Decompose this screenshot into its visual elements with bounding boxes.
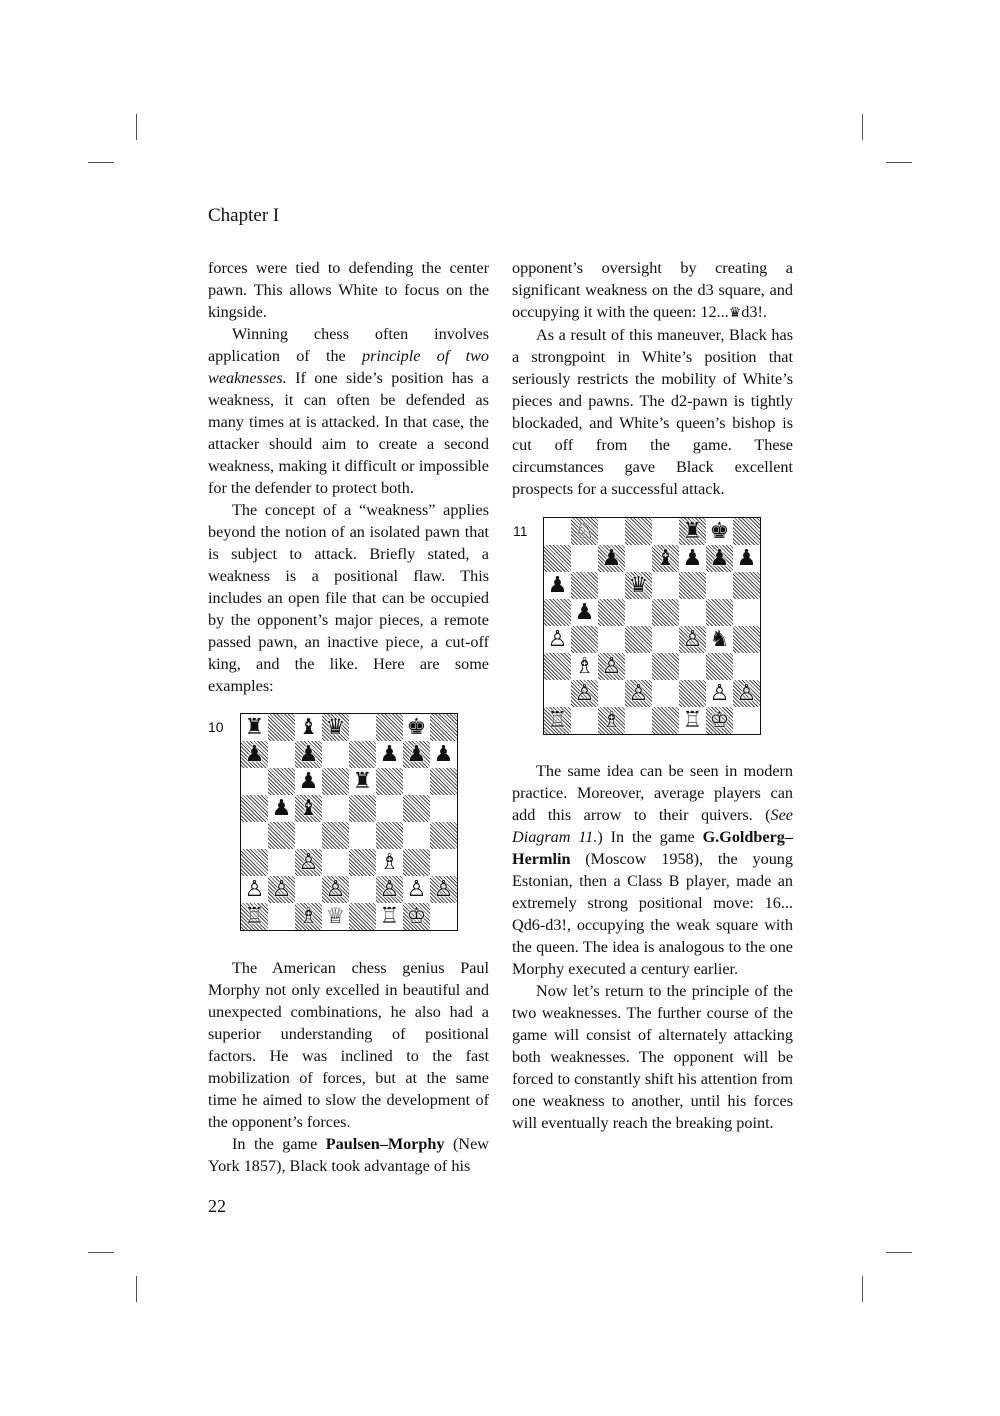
paragraph: As a result of this maneuver, Black has a strongpoint in White’s position that seriously restricts the mobility of White’s pieces and pawns. The d2-pawn is tightly blockaded, and White’s queen’s bishop is cut off from the game. These circumstances gave Black excellent prospects for a successful attack. <box>512 326 793 498</box>
board-square <box>544 626 571 653</box>
board-square <box>430 741 457 768</box>
black-pawn-icon: ♟ <box>682 545 703 571</box>
white-pawn-icon: ♙ <box>736 680 757 706</box>
paragraph: The concept of a “weakness” applies beyond the notion of an isolated pawn that is subject to attack. Briefly stated, a weakness is a positional flaw. This includes an open file that can be occupied by the opponent’s major pieces, a remote passed pawn, an inactive piece, a cut-off king, and the like. Here are some examples: <box>208 501 489 695</box>
black-bishop-icon: ♝ <box>298 795 319 821</box>
board-square <box>733 599 760 626</box>
board-square <box>598 572 625 599</box>
board-square <box>430 795 457 822</box>
board-square <box>430 903 457 930</box>
board-square <box>295 822 322 849</box>
board-square <box>322 795 349 822</box>
board-square <box>268 849 295 876</box>
black-pawn-icon: ♟ <box>244 741 265 767</box>
board-square <box>652 572 679 599</box>
board-square <box>652 707 679 734</box>
board-square <box>679 626 706 653</box>
board-square <box>652 626 679 653</box>
black-pawn-icon: ♟ <box>271 795 292 821</box>
board-square <box>403 768 430 795</box>
chess-board <box>543 517 761 735</box>
crop-mark <box>886 162 912 163</box>
board-square <box>544 680 571 707</box>
board-square <box>544 572 571 599</box>
board-square <box>679 707 706 734</box>
board-square <box>544 707 571 734</box>
board-square <box>544 653 571 680</box>
board-square <box>241 876 268 903</box>
board-square <box>733 518 760 545</box>
board-square <box>706 707 733 734</box>
board-square <box>679 572 706 599</box>
paragraph: forces were tied to defending the center pawn. This allows White to focus on the kingside. <box>208 259 489 321</box>
board-square <box>598 653 625 680</box>
paragraph: In the game Paulsen–Morphy (New York 1857), Black took advantage of his <box>208 1135 489 1175</box>
board-square <box>679 518 706 545</box>
board-square <box>268 795 295 822</box>
board-square <box>544 518 571 545</box>
board-square <box>241 795 268 822</box>
board-square <box>571 572 598 599</box>
board-square <box>733 626 760 653</box>
board-square <box>403 903 430 930</box>
board-square <box>706 572 733 599</box>
board-square <box>322 714 349 741</box>
board-square <box>652 518 679 545</box>
board-square <box>349 876 376 903</box>
board-square <box>403 714 430 741</box>
board-square <box>349 714 376 741</box>
board-square <box>706 626 733 653</box>
black-pawn-icon: ♟ <box>736 545 757 571</box>
board-square <box>295 876 322 903</box>
white-pawn-icon: ♙ <box>574 680 595 706</box>
board-square <box>733 680 760 707</box>
board-square <box>241 768 268 795</box>
board-square <box>241 741 268 768</box>
board-square <box>268 876 295 903</box>
white-rook-icon: ♖ <box>547 707 568 733</box>
chess-board <box>240 713 458 931</box>
black-queen-icon: ♛ <box>325 714 346 740</box>
board-square <box>268 822 295 849</box>
board-square <box>403 795 430 822</box>
black-pawn-icon: ♟ <box>379 741 400 767</box>
white-pawn-icon: ♙ <box>379 876 400 902</box>
board-square <box>349 741 376 768</box>
white-king-icon: ♔ <box>709 707 730 733</box>
board-square <box>430 714 457 741</box>
board-square <box>376 768 403 795</box>
board-square <box>322 849 349 876</box>
black-pawn-icon: ♟ <box>547 572 568 598</box>
board-square <box>571 626 598 653</box>
board-square <box>571 707 598 734</box>
black-rook-icon: ♜ <box>682 518 703 544</box>
paragraph: Now let’s return to the principle of the two weaknesses. The further course of the game will consist of alternately attacking both weaknesses. The opponent will be forced to constantly shift his attention from one weakness to another, until his forces will eventually reach the breaking point. <box>512 982 793 1132</box>
board-square <box>295 714 322 741</box>
board-square <box>733 545 760 572</box>
board-square <box>376 741 403 768</box>
white-pawn-icon: ♙ <box>406 876 427 902</box>
board-square <box>598 545 625 572</box>
left-column-bottom <box>208 957 489 1177</box>
board-square <box>349 795 376 822</box>
board-square <box>376 876 403 903</box>
diagram-number: 11 <box>513 523 528 539</box>
board-square <box>679 599 706 626</box>
black-king-icon: ♚ <box>709 518 730 544</box>
white-knight-icon: ♘ <box>574 518 595 544</box>
page-number: 22 <box>208 1196 226 1216</box>
running-header: Chapter I <box>208 205 280 226</box>
white-pawn-icon: ♙ <box>601 653 622 679</box>
board-square <box>652 653 679 680</box>
black-pawn-icon: ♟ <box>433 741 454 767</box>
white-pawn-icon: ♙ <box>709 680 730 706</box>
board-square <box>322 768 349 795</box>
board-square <box>706 653 733 680</box>
board-square <box>322 822 349 849</box>
board-square <box>625 518 652 545</box>
board-square <box>430 822 457 849</box>
board-square <box>430 876 457 903</box>
board-square <box>376 822 403 849</box>
board-square <box>322 741 349 768</box>
board-square <box>733 653 760 680</box>
white-pawn-icon: ♙ <box>433 876 454 902</box>
board-square <box>268 714 295 741</box>
white-rook-icon: ♖ <box>379 903 400 929</box>
board-square <box>598 518 625 545</box>
queen-icon: ♛ <box>728 305 742 321</box>
board-square <box>241 849 268 876</box>
board-square <box>625 572 652 599</box>
white-bishop-icon: ♗ <box>574 653 595 679</box>
board-square <box>376 795 403 822</box>
crop-mark <box>886 1252 912 1253</box>
white-pawn-icon: ♙ <box>547 626 568 652</box>
board-square <box>706 680 733 707</box>
board-square <box>403 741 430 768</box>
board-square <box>349 903 376 930</box>
board-square <box>295 768 322 795</box>
black-rook-icon: ♜ <box>352 768 373 794</box>
board-square <box>625 653 652 680</box>
board-square <box>598 680 625 707</box>
board-square <box>544 599 571 626</box>
board-square <box>295 741 322 768</box>
white-pawn-icon: ♙ <box>244 876 265 902</box>
white-king-icon: ♔ <box>406 903 427 929</box>
board-square <box>625 599 652 626</box>
board-square <box>625 707 652 734</box>
board-square <box>571 599 598 626</box>
board-square <box>544 545 571 572</box>
white-bishop-icon: ♗ <box>379 849 400 875</box>
board-square <box>679 680 706 707</box>
board-square <box>625 680 652 707</box>
black-pawn-icon: ♟ <box>574 599 595 625</box>
board-square <box>625 545 652 572</box>
white-pawn-icon: ♙ <box>682 626 703 652</box>
white-queen-icon: ♕ <box>325 903 346 929</box>
white-rook-icon: ♖ <box>244 903 265 929</box>
crop-mark <box>862 1276 863 1302</box>
paragraph: opponent’s oversight by creating a significant weakness on the d3 square, and occupying it with the queen: 12...♛d3!. <box>512 259 793 321</box>
board-square <box>268 741 295 768</box>
black-bishop-icon: ♝ <box>655 545 676 571</box>
board-square <box>733 572 760 599</box>
board-square <box>679 653 706 680</box>
board-square <box>652 599 679 626</box>
board-square <box>430 768 457 795</box>
board-square <box>349 768 376 795</box>
board-square <box>403 849 430 876</box>
board-square <box>571 518 598 545</box>
board-square <box>706 518 733 545</box>
board-square <box>598 599 625 626</box>
black-pawn-icon: ♟ <box>709 545 730 571</box>
black-knight-icon: ♞ <box>709 626 730 652</box>
board-square <box>598 707 625 734</box>
crop-mark <box>862 114 863 140</box>
crop-mark <box>136 114 137 140</box>
board-square <box>706 599 733 626</box>
board-square <box>295 849 322 876</box>
board-square <box>349 822 376 849</box>
board-square <box>376 849 403 876</box>
board-square <box>376 714 403 741</box>
board-square <box>706 545 733 572</box>
board-square <box>571 545 598 572</box>
board-square <box>571 653 598 680</box>
board-square <box>268 768 295 795</box>
board-square <box>241 903 268 930</box>
crop-mark <box>136 1276 137 1302</box>
crop-mark <box>88 162 114 163</box>
diagram-number: 10 <box>208 719 224 735</box>
white-rook-icon: ♖ <box>682 707 703 733</box>
paragraph: The same idea can be seen in modern practice. Moreover, average players can add this arrow to their quivers. (See Diagram 11.) In the game G.Goldberg–Hermlin (Moscow 1958), the young Estonian, then a Class B player, made an extremely strong positional move: 16... Qd6-d3!, occupying the weak square with the queen. The idea is analogous to the one Morphy executed a century earlier. <box>512 762 793 978</box>
board-square <box>268 903 295 930</box>
board-square <box>403 876 430 903</box>
right-column-top <box>512 257 793 500</box>
white-pawn-icon: ♙ <box>271 876 292 902</box>
paragraph: The American chess genius Paul Morphy not only excelled in beautiful and unexpected combinations, he also had a superior understanding of positional factors. He was inclined to the fast mobilization of forces, but at the same time he aimed to slow the development of the opponent’s forces. <box>208 959 489 1131</box>
black-rook-icon: ♜ <box>244 714 265 740</box>
black-pawn-icon: ♟ <box>298 741 319 767</box>
black-pawn-icon: ♟ <box>406 741 427 767</box>
board-square <box>733 707 760 734</box>
left-column-top <box>208 257 489 697</box>
board-square <box>349 849 376 876</box>
board-square <box>376 903 403 930</box>
board-square <box>295 903 322 930</box>
black-king-icon: ♚ <box>406 714 427 740</box>
board-square <box>241 822 268 849</box>
white-pawn-icon: ♙ <box>628 680 649 706</box>
black-bishop-icon: ♝ <box>298 714 319 740</box>
paragraph: Winning chess often involves application of the principle of two weaknesses. If one side’s position has a weakness, it can often be defended as many times at is attacked. In that case, the attacker should aim to create a second weakness, making it difficult or impossible for the defender to protect both. <box>208 325 489 497</box>
black-pawn-icon: ♟ <box>298 768 319 794</box>
crop-mark <box>88 1252 114 1253</box>
board-square <box>679 545 706 572</box>
board-square <box>430 849 457 876</box>
board-square <box>625 626 652 653</box>
board-square <box>571 680 598 707</box>
black-queen-icon: ♛ <box>628 572 649 598</box>
black-pawn-icon: ♟ <box>601 545 622 571</box>
white-bishop-icon: ♗ <box>298 903 319 929</box>
board-square <box>241 714 268 741</box>
board-square <box>322 876 349 903</box>
right-column-bottom <box>512 760 793 1134</box>
white-bishop-icon: ♗ <box>601 707 622 733</box>
board-square <box>322 903 349 930</box>
board-square <box>652 680 679 707</box>
board-square <box>652 545 679 572</box>
board-square <box>403 822 430 849</box>
white-pawn-icon: ♙ <box>298 849 319 875</box>
board-square <box>295 795 322 822</box>
board-square <box>598 626 625 653</box>
white-pawn-icon: ♙ <box>325 876 346 902</box>
